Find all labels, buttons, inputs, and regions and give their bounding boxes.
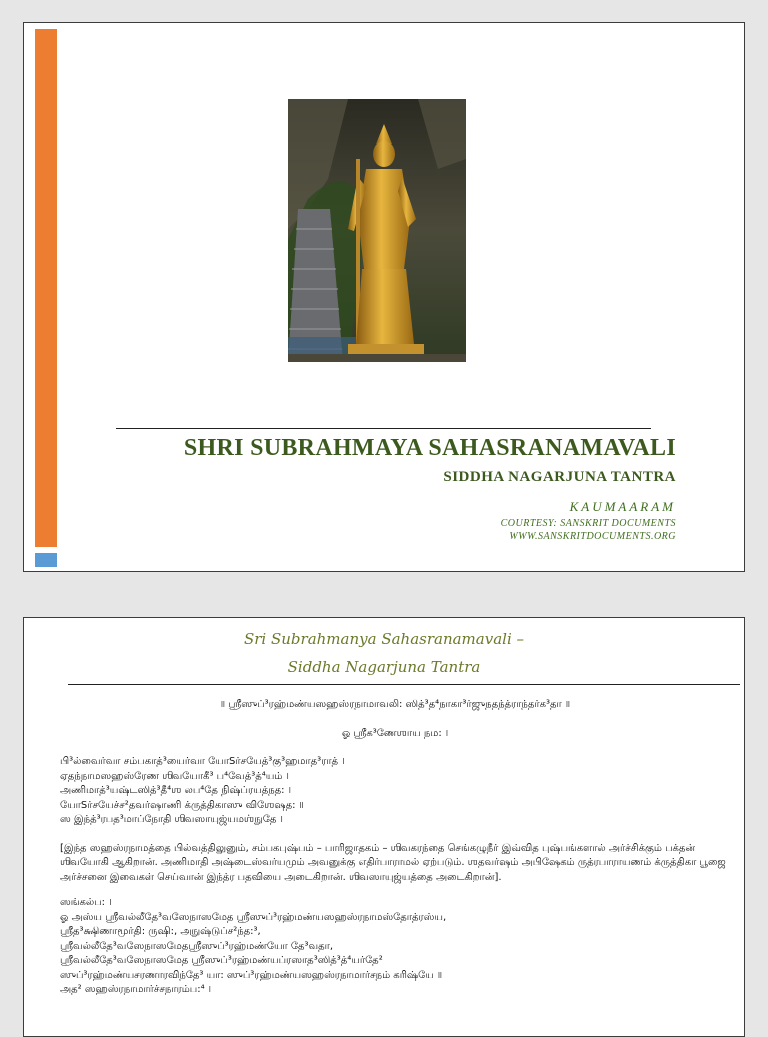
credit-url: WWW.SANSKRITDOCUMENTS.ORG bbox=[509, 531, 676, 542]
sankalpa-line: ஓ அஸ்ய ஶ்ரீவல்லீதே³வஸேநாஸமேத ஶ்ரீஸுப்³ரஹ்மண்யஸஹஸ்ரநாமஸ்தோத்ரஸ்ய, bbox=[60, 911, 447, 923]
accent-bar bbox=[35, 29, 57, 547]
verse-line: யோSர்சயேச்ச²தவர்ஷாணி க்ருத்திகாஸு விஶேஷத: ॥ bbox=[60, 799, 304, 811]
sankalpa-line: ஸுப்³ரஹ்மண்யசரணாரவிந்தே³ யா: ஸுப்³ரஹ்மண்யஸஹஸ்ரநாமார்சநம் கரிஷ்யே ॥ bbox=[60, 969, 443, 981]
slide-subtitle: SIDDHA NAGARJUNA TANTRA bbox=[443, 469, 676, 485]
invocation: ஓ ஶ்ரீக³ணேஶாய நம: । bbox=[341, 727, 449, 739]
sankalpa-line: ஶ்ரீத³க்ஷிணாமூர்தி: ருஷி:, அநுஷ்டுப்ச²ந்த:³, bbox=[60, 926, 261, 937]
slide2-rule bbox=[68, 684, 740, 685]
sankalpa-line: அத² ஸஹஸ்ரநாமார்ச்சநாரம்ப:⁴ । bbox=[60, 984, 212, 995]
slide2-title-line2: Siddha Nagarjuna Tantra bbox=[287, 658, 481, 676]
title-slide bbox=[23, 22, 745, 572]
slide2-title-line1: Sri Subrahmanya Sahasranamavali – bbox=[243, 630, 525, 648]
commentary-paragraph: [இந்த ஸஹஸ்ரநாமத்தை பில்வத்திலுனும், சம்பகபுஷ்பம் – பாரிஜாதகம் – ஶிவகரந்தை செங்கழுநீர் இவ்வித புஷ்பங்களால் அர்ச்சிக்கும் பக்தன் ஶிவயோகி ஆகிறான். அணிமாதி அஷ்டைஸ்வர்யமும் அவனுக்கு எதிர்பாராமல் ஏற்படும். ஶதவர்ஷம் அபிஷேகம் ருத்ரபாராயணம் க்ருத்திகா பூஜை அர்ச்சனை இவைகள் செய்வான் இந்த்ர பதவியை அடைகிறான். ஶிவஸாயுஜ்யத்தை அடைகிறான்]. bbox=[60, 842, 726, 883]
credit-name: KAUMAARAM bbox=[569, 499, 676, 514]
verse-line: பி³ல்வைர்வா சம்பகாத்³யைர்வா யோSர்சயேத்³கு³ஹமாத³ராத் । bbox=[60, 756, 345, 767]
sankalpa-line: ஶ்ரீவல்லீதே³வஸேநாஸமேத ஶ்ரீஸுப்³ரஹ்மண்யப்ரஸாத³ஸித்³த்⁴யர்தே² bbox=[60, 955, 383, 966]
slide2-body bbox=[60, 698, 730, 998]
sankalpa-line: ஸங்கல்ப: । bbox=[60, 897, 112, 908]
credit-courtesy: COURTESY: SANSKRIT DOCUMENTS bbox=[500, 518, 676, 529]
text-slide bbox=[23, 617, 745, 1037]
accent-square bbox=[35, 553, 57, 567]
sankalpa-line: ஶ்ரீவல்லீதே³வஸேநாஸமேதஶ்ரீஸுப்³ரஹ்மண்யோ தே³வதா, bbox=[60, 940, 334, 952]
murugan-statue-photo bbox=[288, 99, 466, 362]
verse-line: ஏதந்நாமஸஹஸ்ரேண ஶிவயோகீ³ ப⁴வேத்³த்⁴யம் । bbox=[60, 770, 289, 782]
verse-line: ஸ இந்த்³ரபத³மாப்நோதி ஶிவஸாயுஜ்யமஶ்நுதே । bbox=[60, 814, 283, 825]
title-rule bbox=[116, 428, 651, 429]
verse-line: அணிமாத்³யஷ்டஸித்³தீ⁴ஶ லப⁴தே நிஷ்ப்ரயத்நத: । bbox=[60, 785, 292, 796]
stotra-heading: ॥ ஶ்ரீஸுப்³ரஹ்மண்யஸஹஸ்ரநாமாவலி: ஸித்³த⁴நாகா³ர்ஜுநதந்த்ராந்தர்க³தா ॥ bbox=[219, 699, 571, 710]
slide-title: SHRI SUBRAHMAYA SAHASRANAMAVALI bbox=[183, 435, 676, 461]
